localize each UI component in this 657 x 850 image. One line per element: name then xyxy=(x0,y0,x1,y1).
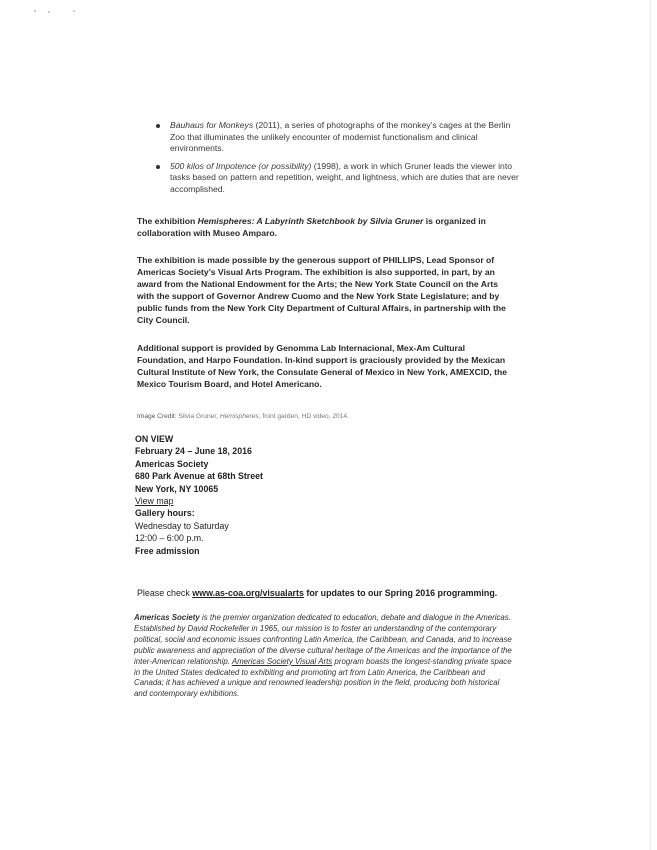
organized-pre: The exhibition xyxy=(137,216,198,226)
bullet-icon xyxy=(156,124,160,128)
list-item xyxy=(150,161,525,196)
admission-text: Free admission xyxy=(135,545,200,556)
exhibition-dates: February 24 – June 18, 2016 xyxy=(135,446,252,457)
about-text-2: program boasts the longest-standing private space in the United States dedicated to exhibiting and promoting art from Latin America, the Caribbean and Canada; it has achieved a unique and renowned leadership position in the field, producing both historical and contemporary exhibitions. xyxy=(134,656,512,699)
address-line-1: 680 Park Avenue at 68th Street xyxy=(135,471,263,482)
updates-pre: Please check xyxy=(137,588,193,598)
org-name: Americas Society xyxy=(134,613,200,622)
view-map-link[interactable]: View map xyxy=(135,496,174,507)
support-paragraph: The exhibition is made possible by the generous support of PHILLIPS, Lead Sponsor of Americas Society’s Visual Arts Program. The exhibition is also supported, in part, by an award from the National Endowment for the Arts; the New York State Council on the Arts with the support of Governor Andrew Cuomo and the New York State Legislature; and by public funds from the New York City Department of Cultural Affairs, in partnership with the City Council. xyxy=(137,255,506,326)
venue-name: Americas Society xyxy=(135,458,209,469)
scan-speck xyxy=(73,10,75,12)
organized-paragraph xyxy=(137,215,512,239)
image-credit-post: , front garden, HD video, 2014. xyxy=(258,413,349,420)
work-title: 500 kilos of Impotence (or possibility) xyxy=(170,160,312,171)
work-description: (2011), a series of photographs of the monkey’s cages at the Berlin Zoo that illuminates the unlikely encounter of modernist functionalism and clinical environments. xyxy=(170,120,511,154)
on-view-block xyxy=(135,433,395,557)
organized-post: is organized in collaboration with Museo Amparo. xyxy=(137,216,486,239)
image-credit-pre: Silvia Gruner, xyxy=(176,413,220,420)
gallery-hours-days: Wednesday to Saturday xyxy=(135,520,229,531)
gallery-hours-time: 12:00 – 6:00 p.m. xyxy=(135,533,204,544)
updates-post: for updates to our Spring 2016 programming. xyxy=(303,588,498,598)
on-view-heading: ON VIEW xyxy=(135,434,174,444)
visual-arts-link[interactable]: Americas Society Visual Arts xyxy=(231,656,333,666)
visualarts-link[interactable]: www.as-coa.org/visualarts xyxy=(192,588,304,598)
additional-support-paragraph: Additional support is provided by Genomma Lab Internacional, Mex-Am Cultural Foundation, and Harpo Foundation. In-kind support is graciously provided by the Mexican Cultural Institute of New York, the Consulate General of Mexico in New York, AMEXCID, the Mexico Tourism Board, and Hotel Americano. xyxy=(137,343,508,390)
scan-speck xyxy=(48,11,50,13)
scan-speck xyxy=(34,10,36,12)
image-credit-title: Hemispheres xyxy=(219,413,259,420)
image-credit xyxy=(137,413,349,420)
scan-edge xyxy=(650,0,651,850)
address-line-2: New York, NY 10065 xyxy=(135,483,219,494)
exhibition-title: Hemispheres: A Labyrinth Sketchbook by Silvia Gruner xyxy=(197,216,424,226)
about-paragraph xyxy=(134,613,512,700)
image-credit-label: Image Credit: xyxy=(137,413,177,420)
bullet-icon xyxy=(156,165,160,169)
work-title: Bauhaus for Monkeys xyxy=(170,120,254,130)
list-item xyxy=(150,120,525,155)
work-description: (1998), a work in which Gruner leads the viewer into tasks based on pattern and repetition, weight, and lightness, which are duties that are never accomplished. xyxy=(170,160,519,194)
gallery-hours-label: Gallery hours: xyxy=(135,508,195,519)
about-text-1: is the premier organization dedicated to education, debate and dialogue in the Americas. Established by David Rockefeller in 1965, our mission is to foster an understanding of the contemporary political, social and economic issues confronting Latin America, the Caribbean, and Canada, and to increase public awareness and appreciation of the diverse cultural heritage of the Americas and the importance of the inter-American relationship. xyxy=(134,613,512,666)
updates-line xyxy=(137,588,497,598)
works-list xyxy=(150,120,525,202)
